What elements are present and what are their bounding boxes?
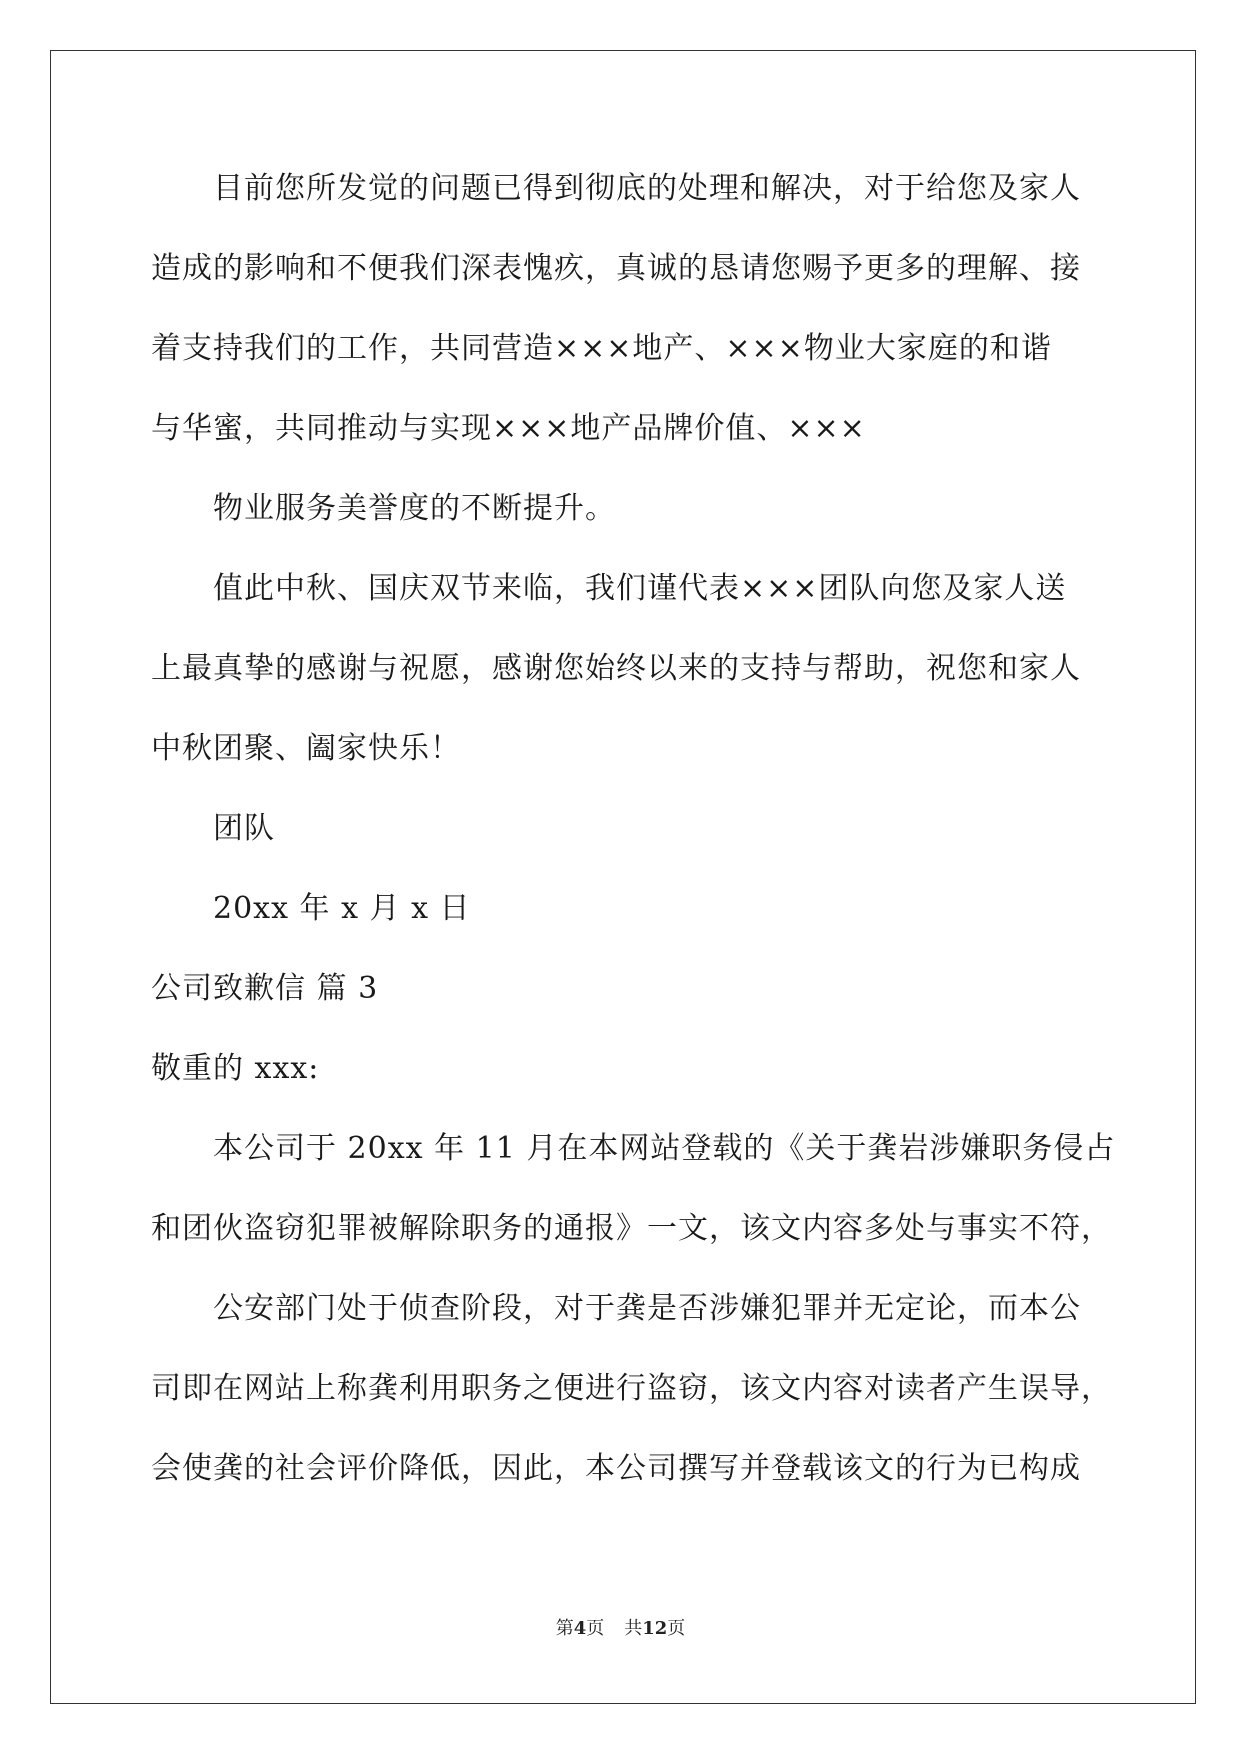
page-prefix: 第	[555, 1618, 574, 1639]
signature-date: 20xx 年 x 月 x 日	[213, 891, 471, 926]
total-prefix: 共	[624, 1618, 643, 1639]
signature-team: 团队	[213, 811, 275, 846]
paragraph-line: 中秋团聚、阖家快乐！	[151, 731, 461, 766]
paragraph-line: 造成的影响和不便我们深表愧疚，真诚的恳请您赐予更多的理解、接	[151, 251, 1081, 286]
section-heading: 公司致歉信 篇 3	[151, 971, 379, 1006]
paragraph-line: 物业服务美誉度的不断提升。	[213, 491, 616, 526]
salutation: 敬重的 xxx:	[151, 1051, 320, 1086]
paragraph-line: 司即在网站上称龚利用职务之便进行盗窃，该文内容对读者产生误导，	[151, 1371, 1112, 1406]
paragraph-line: 着支持我们的工作，共同营造×××地产、×××物业大家庭的和谐	[151, 331, 1052, 366]
total-suffix: 页	[667, 1618, 686, 1639]
paragraph-line: 本公司于 20xx 年 11 月在本网站登载的《关于龚岩涉嫌职务侵占	[213, 1131, 1116, 1166]
page-footer	[0, 1617, 1241, 1641]
page-current-number: 4	[573, 1618, 587, 1639]
paragraph-line: 值此中秋、国庆双节来临，我们谨代表×××团队向您及家人送	[213, 571, 1067, 606]
paragraph-line: 和团伙盗窃犯罪被解除职务的通报》一文，该文内容多处与事实不符，	[151, 1211, 1112, 1246]
paragraph-line: 公安部门处于侦查阶段，对于龚是否涉嫌犯罪并无定论，而本公	[213, 1291, 1081, 1326]
paragraph-line: 与华蜜，共同推动与实现×××地产品牌价值、×××	[151, 411, 866, 446]
paragraph-line: 目前您所发觉的问题已得到彻底的处理和解决，对于给您及家人	[213, 171, 1081, 206]
paragraph-line: 会使龚的社会评价降低，因此，本公司撰写并登载该文的行为已构成	[151, 1451, 1081, 1486]
page-suffix: 页	[586, 1618, 605, 1639]
page-total-number: 12	[642, 1618, 668, 1639]
paragraph-line: 上最真挚的感谢与祝愿，感谢您始终以来的支持与帮助，祝您和家人	[151, 651, 1081, 686]
